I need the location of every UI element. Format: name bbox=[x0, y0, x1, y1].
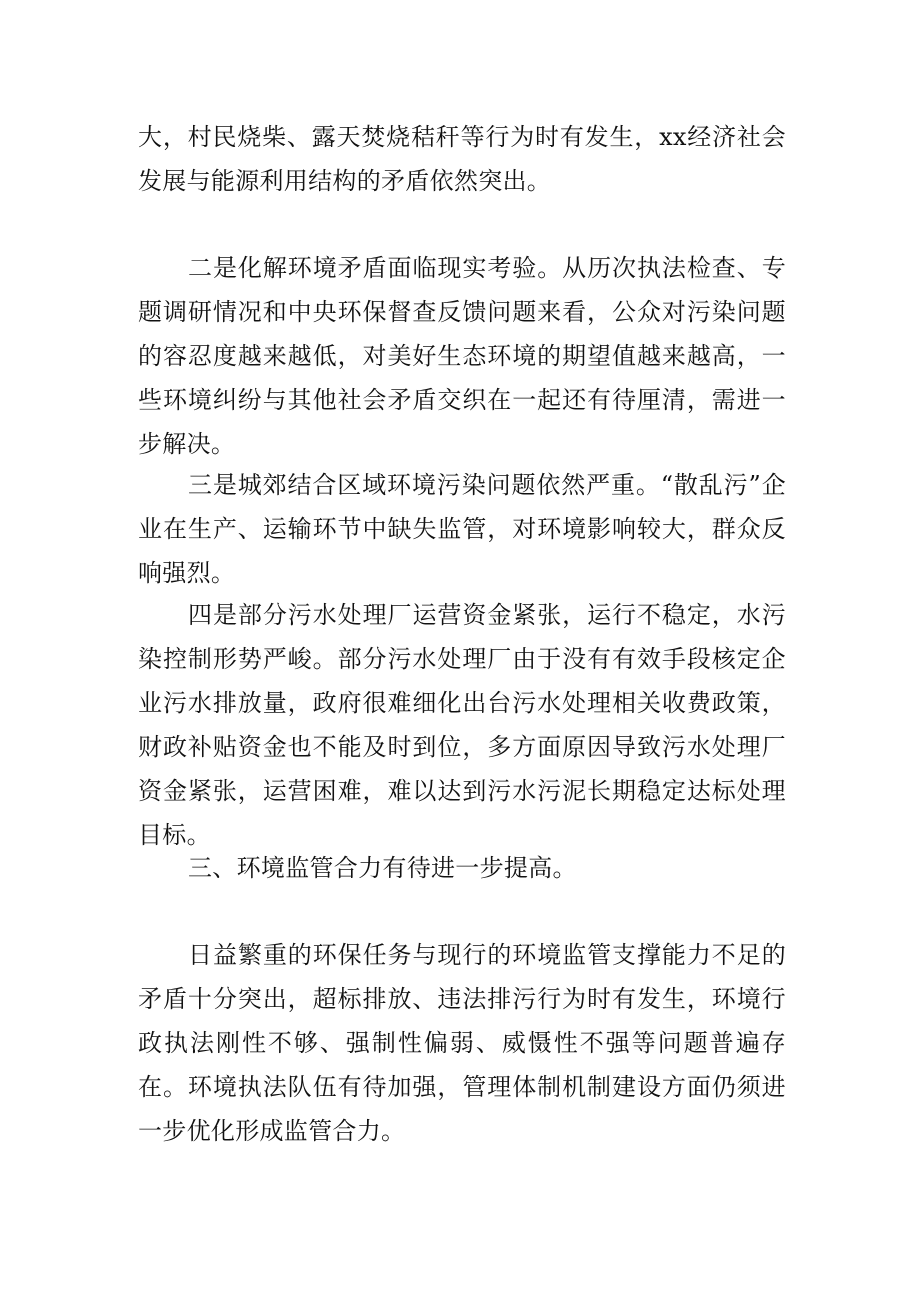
paragraph-point-two: 二是化解环境矛盾面临现实考验。从历次执法检查、专题调研情况和中央环保督查反馈问题来看，公众对污染问题的容忍度越来越低，对美好生态环境的期望值越来越高，一些环境纠纷与其他社会矛盾交织在一起还有待厘清，需进一步解决。 bbox=[138, 254, 786, 458]
paragraph-section-body: 日益繁重的环保任务与现行的环境监管支撑能力不足的矛盾十分突出，超标排放、违法排污行为时有发生，环境行政执法刚性不够、强制性偏弱、威慑性不强等问题普遍存在。环境执法队伍有待加强，管理体制机制建设方面仍须进一步优化形成监管合力。 bbox=[138, 941, 786, 1145]
paragraph-point-four: 四是部分污水处理厂运营资金紧张，运行不稳定，水污染控制形势严峻。部分污水处理厂由于没有有效手段核定企业污水排放量，政府很难细化出台污水处理相关收费政策，财政补贴资金也不能及时到位，多方面原因导致污水处理厂资金紧张，运营困难，难以达到污水污泥长期稳定达标处理目标。 bbox=[138, 601, 786, 849]
paragraph-point-three: 三是城郊结合区域环境污染问题依然严重。“散乱污”企业在生产、运输环节中缺失监管，对环境影响较大，群众反响强烈。 bbox=[138, 471, 786, 587]
section-heading: 三、环境监管合力有待进一步提高。 bbox=[188, 854, 577, 882]
paragraph-continuation: 大，村民烧柴、露天焚烧秸秆等行为时有发生，xx经济社会发展与能源利用结构的矛盾依然突出。 bbox=[138, 123, 786, 195]
